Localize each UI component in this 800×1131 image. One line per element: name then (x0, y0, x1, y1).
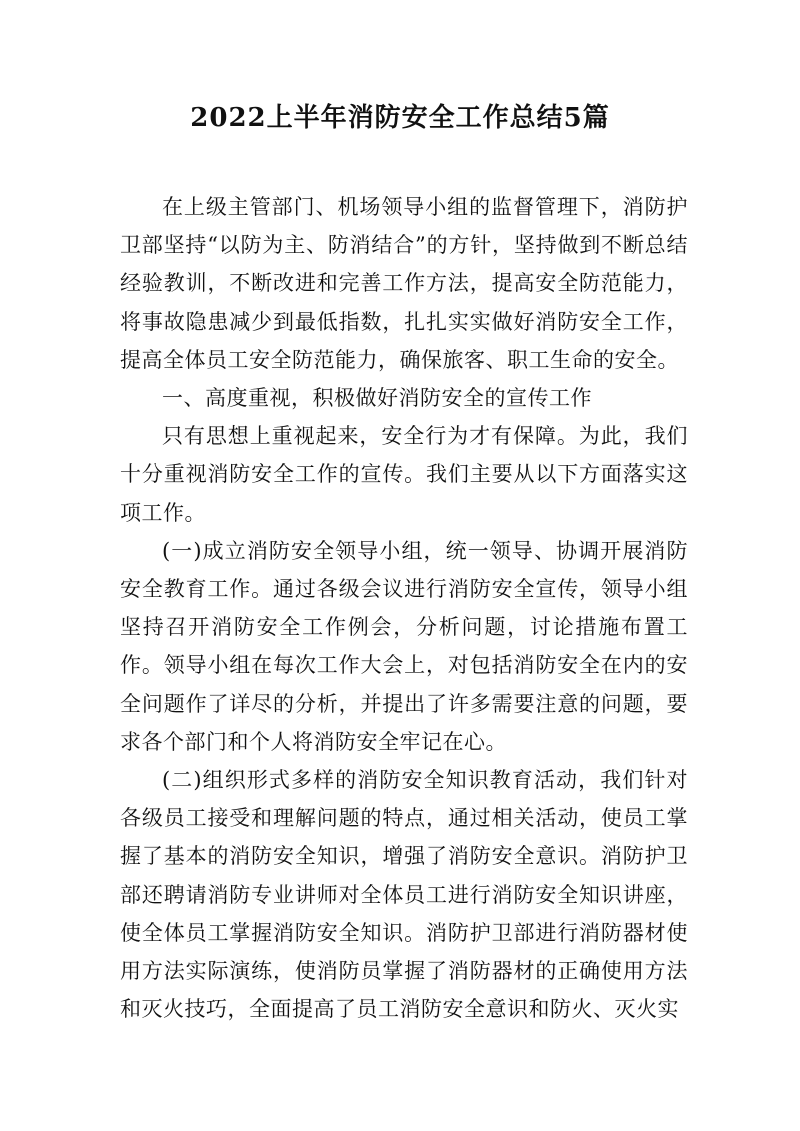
document-title: 2022上半年消防安全工作总结5篇 (190, 103, 610, 133)
paragraph-item-2: (二)组织形式多样的消防安全知识教育活动，我们针对各级员工接受和理解问题的特点，通过相关活动，使员工掌握了基本的消防安全知识，增强了消防安全意识。消防护卫部还聘请消防专业讲师对全体员工进行消防安全知识讲座，使全体员工掌握消防安全知识。消防护卫部进行消防器材使用方法实际演练，使消防员掌握了消防器材的正确使用方法和灭火技巧，全面提高了员工消防安全意识和防火、灭火实 (120, 768, 688, 1022)
paragraph-emphasis: 只有思想上重视起来，安全行为才有保障。为此，我们十分重视消防安全工作的宣传。我们主要从以下方面落实这项工作。 (120, 424, 688, 525)
paragraph-item-1: (一)成立消防安全领导小组，统一领导、协调开展消防安全教育工作。通过各级会议进行消防安全宣传，领导小组坚持召开消防安全工作例会，分析问题，讨论措施布置工作。领导小组在每次工作大会上，对包括消防安全在内的安全问题作了详尽的分析，并提出了许多需要注意的问题，要求各个部门和个人将消防安全牢记在心。 (120, 538, 688, 754)
section-heading-1: 一、高度重视，积极做好消防安全的宣传工作 (162, 386, 592, 411)
document-body (120, 188, 688, 1028)
paragraph-intro: 在上级主管部门、机场领导小组的监督管理下，消防护卫部坚持“以防为主、防消结合”的方针，坚持做到不断总结经验教训，不断改进和完善工作方法，提高安全防范能力，将事故隐患减少到最低指数，扎扎实实做好消防安全工作，提高全体员工安全防范能力，确保旅客、职工生命的安全。 (120, 195, 688, 372)
